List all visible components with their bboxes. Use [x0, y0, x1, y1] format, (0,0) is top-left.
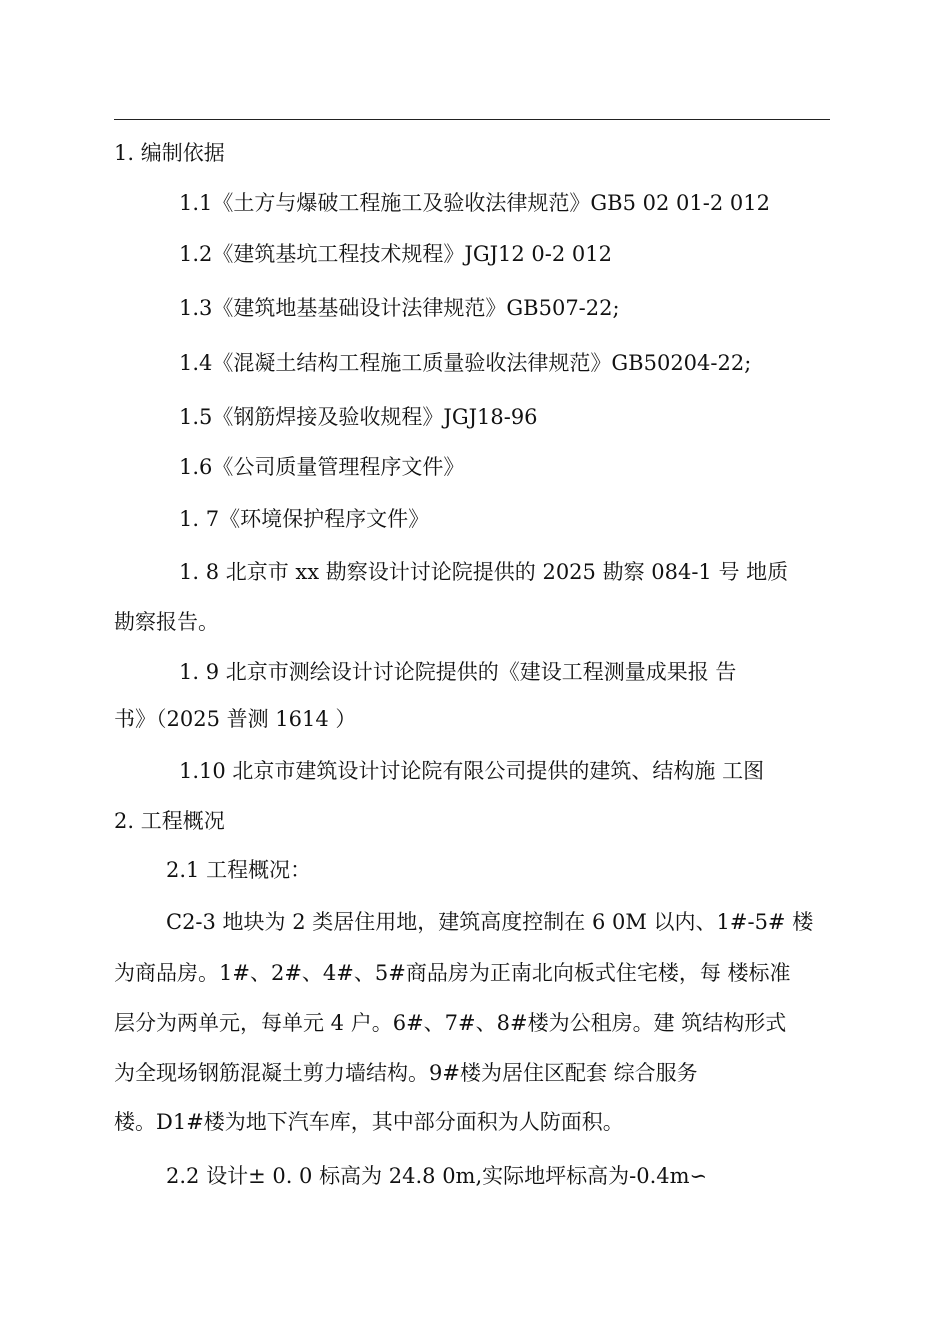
reference-item-9-line-1: 1. 9 北京市测绘设计讨论院提供的《建设工程测量成果报 告 — [179, 660, 737, 684]
reference-item-8-line-1: 1. 8 北京市 xx 勘察设计讨论院提供的 2025 勘察 084-1 号 地质 — [179, 560, 789, 584]
reference-item-7: 1. 7《环境保护程序文件》 — [179, 507, 430, 531]
overview-paragraph-line-5: 楼。D1#楼为地下汽车库，其中部分面积为人防面积。 — [114, 1110, 624, 1134]
reference-item-1: 1.1《土方与爆破工程施工及验收法律规范》GB5 02 01-2 012 — [179, 191, 770, 215]
overview-paragraph-line-2: 为商品房。1#、2#、4#、5#商品房为正南北向板式住宅楼，每 楼标准 — [114, 961, 791, 985]
reference-item-8-line-2: 勘察报告。 — [114, 610, 219, 634]
reference-item-5: 1.5《钢筋焊接及验收规程》JGJ18-96 — [179, 405, 538, 429]
subsection-2-1-title: 2.1 工程概况： — [166, 858, 312, 882]
section-2-heading: 2. 工程概况 — [114, 809, 225, 833]
reference-item-6: 1.6《公司质量管理程序文件》 — [179, 455, 465, 479]
reference-item-10: 1.10 北京市建筑设计讨论院有限公司提供的建筑、结构施 工图 — [179, 759, 765, 783]
reference-item-9-line-2: 书》（2025 普测 1614 ） — [114, 707, 357, 731]
subsection-2-2-text: 2.2 设计± 0. 0 标高为 24.8 0m,实际地坪标高为-0.4m∽ — [166, 1164, 708, 1188]
overview-paragraph-line-3: 层分为两单元，每单元 4 户。6#、7#、8#楼为公租房。建 筑结构形式 — [114, 1011, 787, 1035]
overview-paragraph-line-1: C2-3 地块为 2 类居住用地，建筑高度控制在 6 0M 以内、1#-5# 楼 — [166, 910, 814, 934]
reference-item-2: 1.2《建筑基坑工程技术规程》JGJ12 0-2 012 — [179, 242, 612, 266]
overview-paragraph-line-4: 为全现场钢筋混凝土剪力墙结构。9#楼为居住区配套 综合服务 — [114, 1061, 698, 1085]
header-rule — [114, 119, 830, 120]
section-1-heading: 1. 编制依据 — [114, 141, 225, 165]
reference-item-3: 1.3《建筑地基基础设计法律规范》GB507-22; — [179, 296, 620, 320]
reference-item-4: 1.4《混凝土结构工程施工质量验收法律规范》GB50204-22; — [179, 351, 752, 375]
